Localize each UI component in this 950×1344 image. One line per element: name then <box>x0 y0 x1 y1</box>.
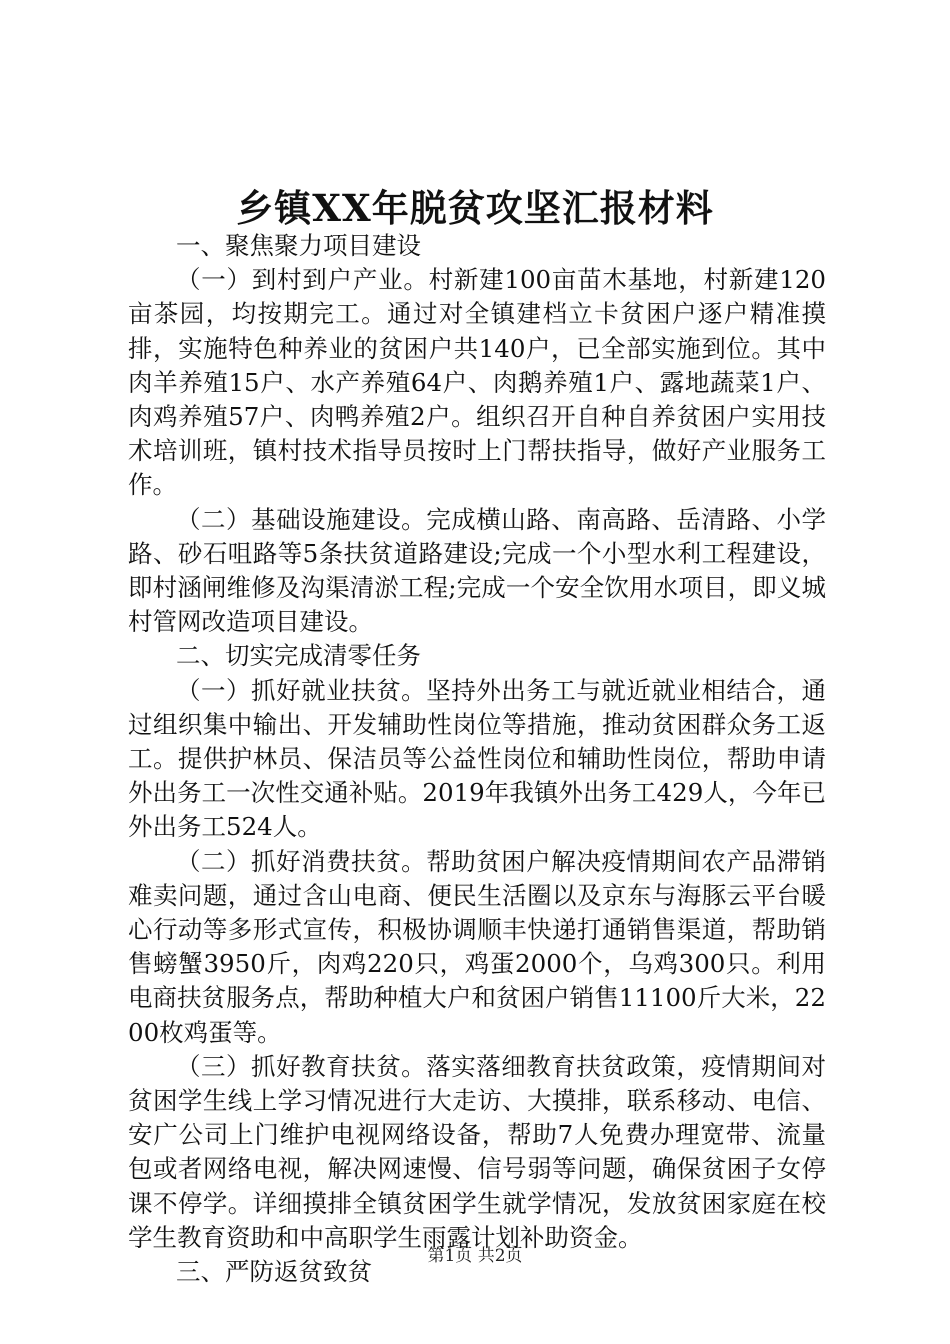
paragraph-employment: （一）抓好就业扶贫。坚持外出务工与就近就业相结合，通过组织集中输出、开发辅助性岗位等措施，推动贫困群众务工返工。提供护林员、保洁员等公益性岗位和辅助性岗位，帮助申请外出务工一次性交通补贴。2019年我镇外出务工429人，今年已外出务工524人。 <box>128 675 826 842</box>
paragraph-education: （三）抓好教育扶贫。落实落细教育扶贫政策，疫情期间对贫困学生线上学习情况进行大走访、大摸排，联系移动、电信、安广公司上门维护电视网络设备，帮助7人免费办理宽带、流量包或者网络电视，解决网速慢、信号弱等问题，确保贫困子女停课不停学。详细摸排全镇贫困学生就学情况，发放贫困家庭在校学生教育资助和中高职学生雨露计划补助资金。 <box>128 1051 826 1252</box>
document-body <box>128 229 826 1289</box>
section-heading-1: 一、聚焦聚力项目建设 <box>176 231 421 260</box>
page-footer: 第1页 共2页 <box>427 1246 523 1266</box>
paragraph-infrastructure: （二）基础设施建设。完成横山路、南高路、岳清路、小学路、砂石咀路等5条扶贫道路建设;完成一个小型水利工程建设，即村涵闸维修及沟渠清淤工程;完成一个安全饮用水项目，即义城村管网改造项目建设。 <box>128 504 826 637</box>
paragraph-industry: （一）到村到户产业。村新建100亩苗木基地，村新建120亩茶园，均按期完工。通过对全镇建档立卡贫困户逐户精准摸排，实施特色种养业的贫困户共140户，已全部实施到位。其中肉羊养殖15户、水产养殖64户、肉鹅养殖1户、露地蔬菜1户、肉鸡养殖57户、肉鸭养殖2户。组织召开自种自养贫困户实用技术培训班，镇村技术指导员按时上门帮扶指导，做好产业服务工作。 <box>128 265 826 500</box>
section-heading-3: 三、严防返贫致贫 <box>176 1257 372 1287</box>
paragraph-consumption: （二）抓好消费扶贫。帮助贫困户解决疫情期间农产品滞销难卖问题，通过含山电商、便民生活圈以及京东与海豚云平台暖心行动等多形式宣传，积极协调顺丰快递打通销售渠道，帮助销售螃蟹3950斤，肉鸡220只，鸡蛋2000个，乌鸡300只。利用电商扶贫服务点，帮助种植大户和贫困户销售11100斤大米，2200枚鸡蛋等。 <box>128 846 826 1047</box>
document-title: 乡镇XX年脱贫攻坚汇报材料 <box>236 186 714 230</box>
section-heading-2: 二、切实完成清零任务 <box>176 641 421 671</box>
